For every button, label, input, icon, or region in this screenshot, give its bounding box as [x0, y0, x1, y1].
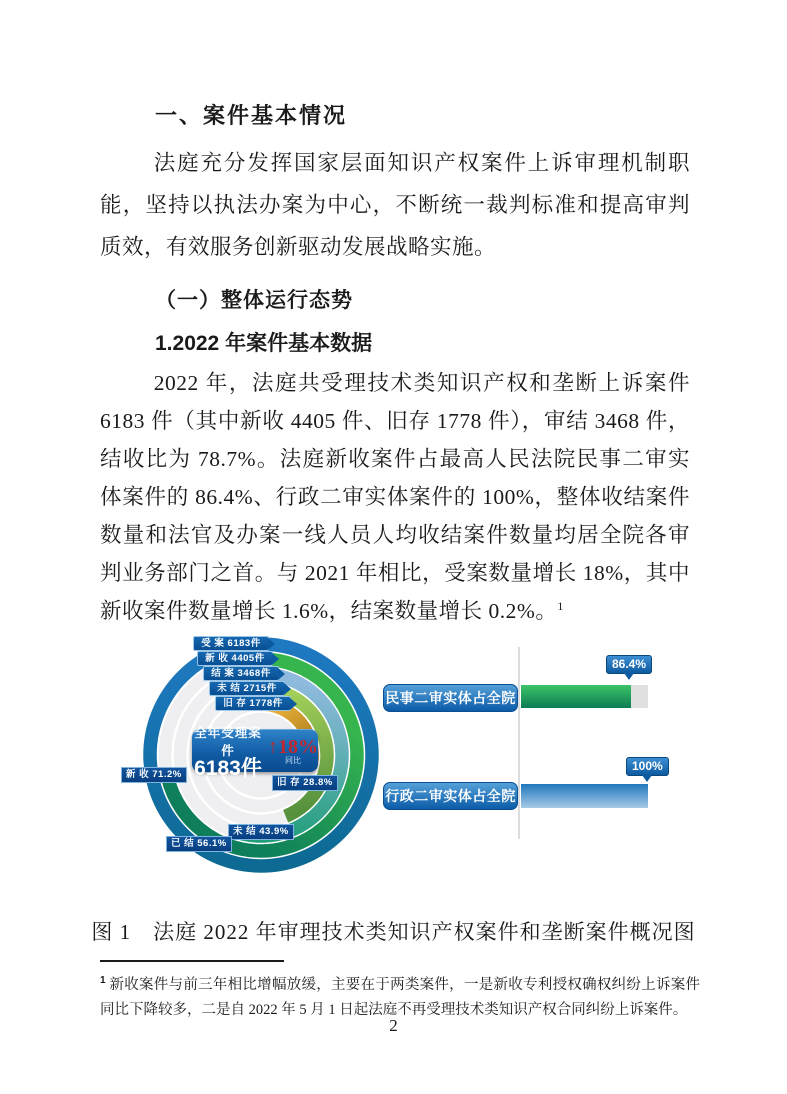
ring-legend-shouan: 受 案 6183件	[193, 636, 269, 651]
ring-legend-jiucun: 旧 存 1778件	[215, 696, 291, 711]
bar-chart-axis-line	[518, 647, 520, 839]
bar-value-marker-xingzheng: 100%	[626, 757, 669, 776]
bar-label-minshi: 民事二审实体占全院	[383, 684, 518, 712]
footnote-reference: 1	[557, 598, 564, 613]
ring-legend-weijie: 未 结 2715件	[209, 681, 285, 696]
footnote-marker: 1	[100, 975, 106, 986]
bar-track-minshi	[521, 685, 648, 708]
center-title: 全年受理案件	[194, 726, 262, 758]
yoy-growth-label: 同比	[285, 755, 301, 765]
paragraph-statistics	[100, 364, 690, 630]
paragraph-intro: 法庭充分发挥国家层面知识产权案件上诉审理机制职能，坚持以执法办案为中心，不断统一裁判标准和提高审判质效，有效服务创新驱动发展战略实施。	[100, 151, 690, 259]
donut-center-badge	[192, 726, 318, 780]
bar-fill-xingzheng	[521, 784, 648, 808]
pct-label-xinshou: 新 收 71.2%	[121, 767, 187, 783]
bar-value-marker-minshi: 86.4%	[606, 655, 652, 674]
ring-legend-jiean: 结 案 3468件	[203, 666, 279, 681]
subsubsection-heading: 1.2022 年案件基本数据	[155, 332, 373, 355]
pct-label-weijie: 未 结 43.9%	[228, 824, 294, 840]
footnote-separator	[100, 960, 284, 962]
bar-track-xingzheng	[521, 784, 648, 808]
bar-label-xingzheng: 行政二审实体占全院	[383, 782, 518, 810]
center-total: 6183件	[194, 757, 262, 780]
page-number: 2	[389, 1016, 398, 1035]
footnote	[100, 968, 700, 1023]
bar-fill-minshi	[521, 685, 631, 708]
yoy-growth-value: ↑18%	[268, 735, 318, 758]
section-heading: 一、案件基本情况	[155, 103, 348, 128]
ring-legend-xinshou: 新 收 4405件	[197, 651, 273, 666]
subsection-heading: （一）整体运行态势	[155, 288, 353, 312]
pct-label-jiucun: 旧 存 28.8%	[272, 775, 338, 791]
footnote-text: 新收案件与前三年相比增幅放缓，主要在于两类案件，一是新收专利授权确权纠纷上诉案件同比下降较多，二是自 2022 年 5 月 1 日起法庭不再受理技术类知识产权合同纠纷上诉案件。	[100, 976, 701, 1018]
figure-caption: 图 1 法庭 2022 年审理技术类知识产权案件和垄断案件概况图	[91, 920, 696, 944]
pct-label-yijie: 已 结 56.1%	[166, 836, 232, 852]
paragraph-statistics-text: 2022 年，法庭共受理技术类知识产权和垄断上诉案件 6183 件（其中新收 4405 件、旧存 1778 件），审结 3468 件，结收比为 78.7%。法庭新收案件占最高人民法院民事二审实体案件的 86.4%、行政二审实体案件的 100%，整体收结案件数量和法官及办案一线人员人均收结案件数量均居全院各审判业务部门之首。与 2021 年相比，受案数量增长 18%，其中新收案件数量增长 1.6%，结案数量增长 0.2%。	[100, 371, 690, 623]
figure-1	[0, 625, 787, 895]
